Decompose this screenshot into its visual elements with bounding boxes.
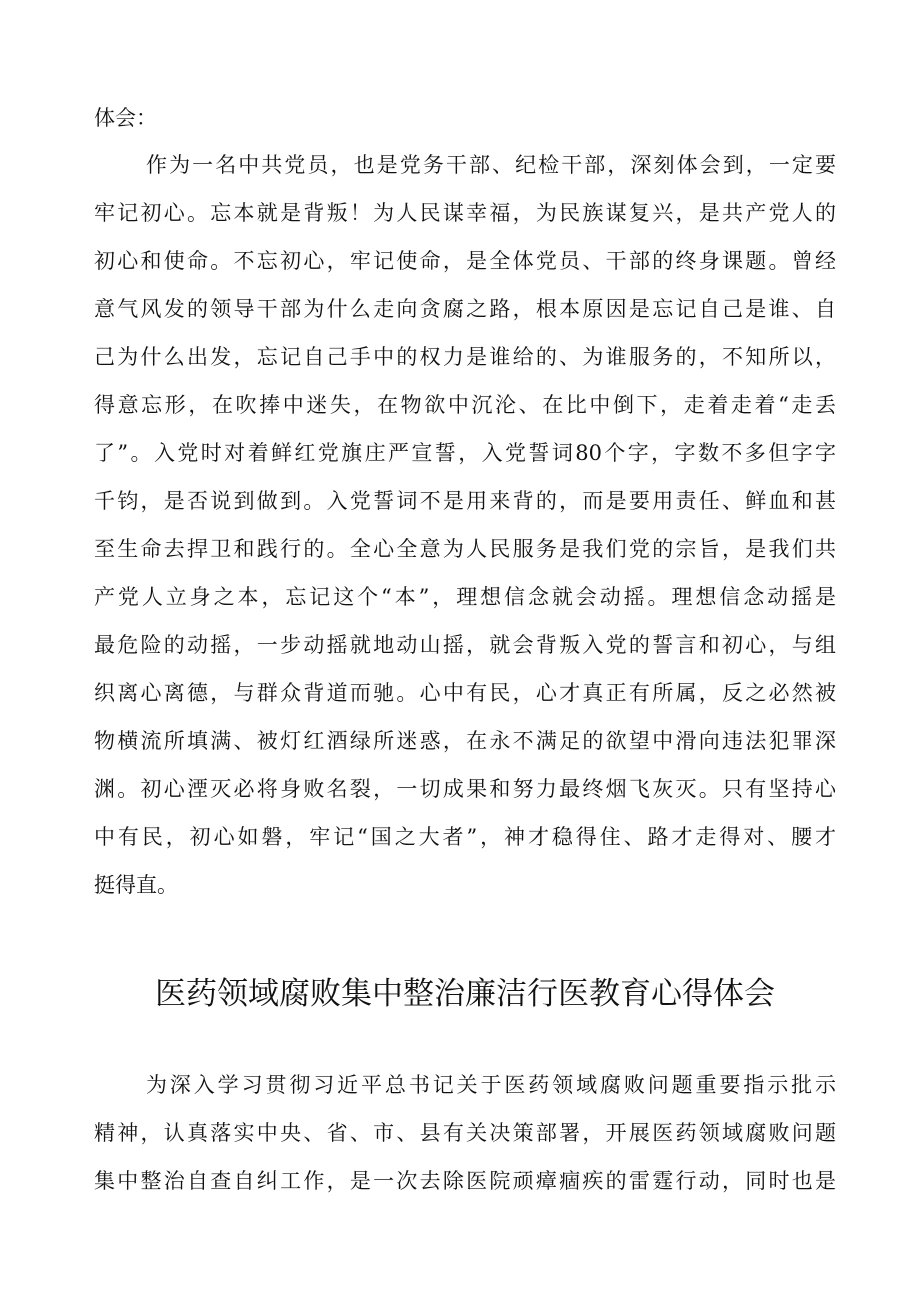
- paragraph-line: 己为什么出发，忘记自己手中的权力是谁给的、为谁服务的，不知所以，: [94, 345, 836, 369]
- paragraph-line: 得意忘形，在吹捧中迷失，在物欲中沉沦、在比中倒下，走着走着“走丢: [94, 393, 836, 417]
- paragraph-line: 织离心离德，与群众背道而驰。心中有民，心才真正有所属，反之必然被: [94, 681, 836, 705]
- paragraph-line: 物横流所填满、被灯红酒绿所迷惑，在永不满足的欲望中滑向违法犯罪深: [94, 729, 836, 753]
- paragraph-line: 意气风发的领导干部为什么走向贪腐之路，根本原因是忘记自己是谁、自: [94, 297, 836, 321]
- paragraph-line: 产党人立身之本，忘记这个“本”，理想信念就会动摇。理想信念动摇是: [94, 585, 836, 609]
- paragraph-line: 中有民，初心如磐，牢记“国之大者”，神才稳得住、路才走得对、腰才: [94, 825, 836, 849]
- section-title: 医药领域腐败集中整治廉洁行医教育心得体会: [155, 976, 775, 1012]
- paragraph-line: 牢记初心。忘本就是背叛！为人民谋幸福，为民族谋复兴，是共产党人的: [94, 201, 836, 225]
- lead-line: 体会：: [94, 106, 157, 130]
- paragraph-line: 千钧，是否说到做到。入党誓词不是用来背的，而是要用责任、鲜血和甚: [94, 489, 836, 513]
- paragraph-line: 为深入学习贯彻习近平总书记关于医药领域腐败问题重要指示批示: [146, 1073, 836, 1097]
- paragraph-line: 挺得直。: [94, 873, 178, 897]
- paragraph-line: 初心和使命。不忘初心，牢记使命，是全体党员、干部的终身课题。曾经: [94, 249, 836, 273]
- paragraph-line: 了”。入党时对着鲜红党旗庄严宣誓，入党誓词80个字，字数不多但字字: [94, 441, 836, 465]
- paragraph-line: 集中整治自查自纠工作，是一次去除医院顽瘴痼疾的雷霆行动，同时也是: [94, 1169, 836, 1193]
- paragraph-line: 渊。初心湮灭必将身败名裂，一切成果和努力最终烟飞灰灭。只有坚持心: [94, 777, 836, 801]
- paragraph-line: 精神，认真落实中央、省、市、县有关决策部署，开展医药领域腐败问题: [94, 1121, 836, 1145]
- paragraph-line: 作为一名中共党员，也是党务干部、纪检干部，深刻体会到，一定要: [146, 153, 836, 177]
- paragraph-line: 最危险的动摇，一步动摇就地动山摇，就会背叛入党的誓言和初心，与组: [94, 633, 836, 657]
- paragraph-line: 至生命去捍卫和践行的。全心全意为人民服务是我们党的宗旨，是我们共: [94, 537, 836, 561]
